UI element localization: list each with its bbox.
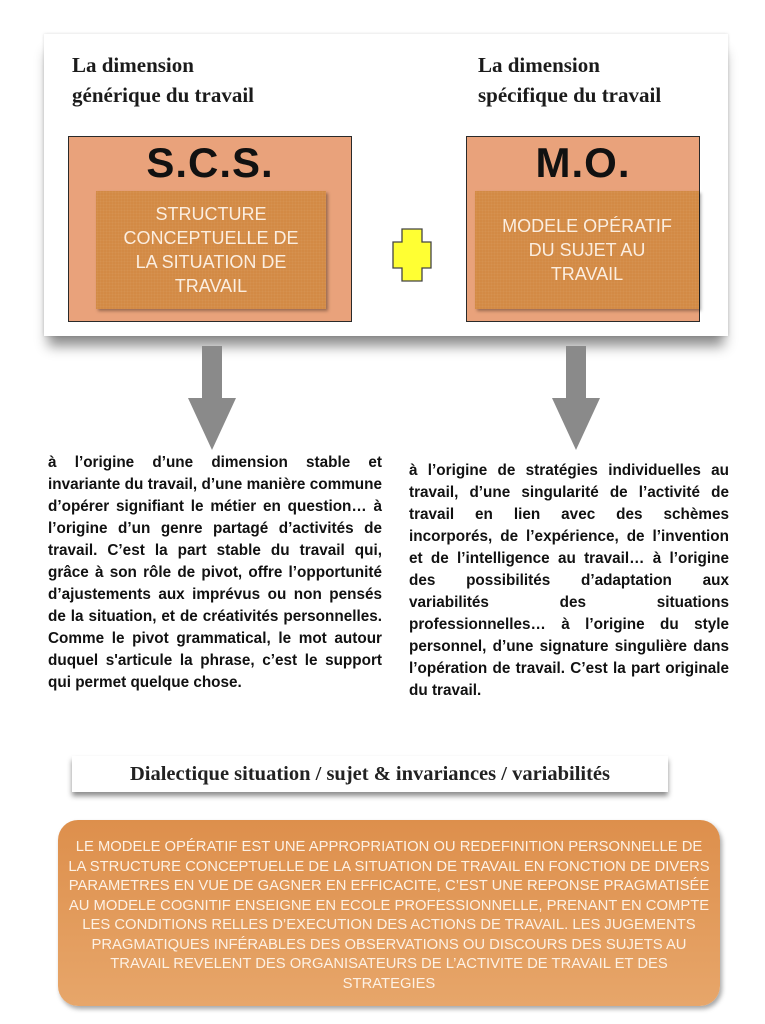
right-heading-line2: spécifique du travail: [478, 83, 662, 107]
plus-icon: [392, 228, 432, 282]
right-arrow-down-icon: [552, 346, 600, 450]
top-card: [44, 34, 728, 336]
mo-acronym: M.O.: [535, 139, 631, 186]
scs-inner-text: STRUCTURE CONCEPTUELLE DE LA SITUATION DE TRAVAIL: [123, 204, 299, 296]
left-heading: [72, 50, 254, 110]
mo-inner-box: [475, 191, 699, 309]
mo-box: [466, 136, 700, 322]
left-heading-line1: La dimension: [72, 53, 194, 77]
scs-inner-box: [96, 191, 326, 309]
left-heading-line2: générique du travail: [72, 83, 254, 107]
right-heading: [478, 50, 661, 110]
summary-text: LE MODELE OPÉRATIF EST UNE APPROPRIATION OU REDEFINITION PERSONNELLE DE LA STRUCTURE CONCEPTUELLE DE LA SITUATION DE TRAVAIL EN FONCTION DE DIVERS PARAMETRES EN VUE DE GAGNER EN EFFICACITE, C’EST UNE REPONSE PRAGMATISÉE AU MODELE COGNITIF ENSEIGNE EN ECOLE PROFESSIONNELLE, PRENANT EN COMPTE LES CONDITIONS RELLES D’EXECUTION DES ACTIONS DE TRAVAIL. LES JUGEMENTS PRAGMATIQUES INFÉRABLES DES OBSERVATIONS OU DISCOURS DES SUJETS AU TRAVAIL REVELENT DES ORGANISATEURS DE L’ACTIVITE DE TRAVAIL ET DES STRATEGIES: [68, 839, 710, 992]
scs-box: [68, 136, 352, 322]
dialectic-label: Dialectique situation / sujet & invariances / variabilités: [72, 756, 668, 792]
left-arrow-down-icon: [188, 346, 236, 450]
scs-acronym: S.C.S.: [146, 139, 274, 186]
right-description: à l’origine de stratégies individuelles au travail, d’une singularité de l’activité de travail en lien avec des schèmes incorporés, de l’expérience, de l’invention et de l’intelligence au travail… à l’origine des possibilités d’adaptation aux variabilités des situations professionnelles… à l’origine du style personnel, d’une signature singulière dans l’opération de travail. C’est la part originale du travail.: [409, 462, 729, 699]
mo-inner-text: MODELE OPÉRATIF DU SUJET AU TRAVAIL: [502, 216, 672, 284]
right-heading-line1: La dimension: [478, 53, 600, 77]
summary-box: [58, 820, 720, 1006]
left-description: à l’origine d’une dimension stable et invariante du travail, d’une manière commune d’opérer signifiant le métier en question… à l’origine d’un genre partagé d’activités de travail. C’est la part stable du travail qui, grâce à son rôle de pivot, offre l’opportunité d’ajustements aux imprévus ou non pensés de la situation, et de créativités personnelles. Comme le pivot grammatical, le mot autour duquel s'articule la phrase, c’est le support qui permet quelque chose.: [48, 454, 382, 691]
